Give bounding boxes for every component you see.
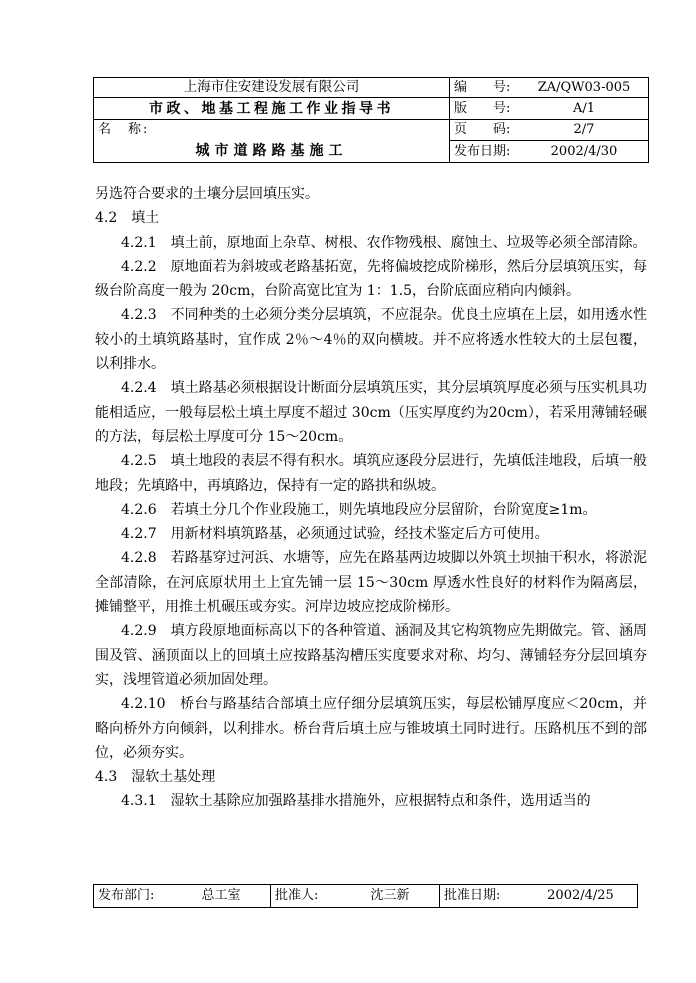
- version-value: A/1: [520, 98, 649, 120]
- company-name: 上海市住安建设发展有限公司: [94, 78, 450, 98]
- dept-value: 总工室: [172, 885, 271, 908]
- publish-date-label: 发布日期:: [450, 141, 521, 163]
- section-heading-4-2: 4.2 填土: [95, 210, 160, 227]
- page-label: 页 码:: [450, 119, 521, 141]
- paragraph-4-2-4: 4.2.4 填土路基必须根据设计断面分层填筑压实，其分层填筑厚度必须与压实机具功能相适应，一般每层松土填土厚度不超过 30cm（压实厚度约为20cm），若采用薄铺轻碾的方法，每层松土厚度可分 15～20cm。: [95, 380, 647, 445]
- document-title: 市政、地基工程施工作业指导书: [94, 98, 450, 120]
- approver-value: 沈三新: [341, 885, 440, 908]
- paragraph-4-2-2: 4.2.2 原地面若为斜坡或老路基拓宽，先将偏坡挖成阶梯形，然后分层填筑压实，每级台阶高度一般为 20cm，台阶高宽比宜为 1：1.5，台阶底面应稍向内倾斜。: [95, 258, 647, 300]
- approver-label: 批准人:: [271, 885, 342, 908]
- approve-date-value: 2002/4/25: [524, 885, 638, 908]
- version-label: 版 号:: [450, 98, 521, 120]
- paragraph-4-2-3: 4.2.3 不同种类的土必须分类分层填筑，不应混杂。优良土应填在上层，如用透水性较小的土填筑路基时，宜作成 2％～4％的双向横坡。并不应将透水性较大的土层包覆，以利排水。: [95, 307, 647, 373]
- name-label: 名 称:: [94, 119, 450, 141]
- paragraph-continuation: 另选符合要求的土壤分层回填压实。: [95, 186, 319, 202]
- paragraph-4-2-7: 4.2.7 用新材料填筑路基，必须通过试验，经技术鉴定后方可使用。: [121, 526, 549, 543]
- paragraph-4-3-1: 4.3.1 湿软土基除应加强路基排水措施外，应根据特点和条件，选用适当的: [121, 793, 591, 810]
- name-value: 城市道路路基施工: [94, 141, 450, 163]
- paragraph-4-2-9: 4.2.9 填方段原地面标高以下的各种管道、涵洞及其它构筑物应先期做完。管、涵周围及管、涵顶面以上的回填土应按路基沟槽压实度要求对称、均匀、薄铺轻夯分层回填夯实，浅埋管道必须加固处理。: [95, 623, 647, 688]
- document-footer-table: [93, 884, 638, 908]
- dept-label: 发布部门:: [94, 885, 173, 908]
- paragraph-4-2-6: 4.2.6 若填土分几个作业段施工，则先填地段应分层留阶，台阶宽度≥1m。: [121, 501, 597, 518]
- page-value: 2/7: [520, 119, 649, 141]
- document-body: [95, 182, 647, 814]
- doc-number-value: ZA/QW03-005: [520, 78, 649, 98]
- section-heading-4-3: 4.3 湿软土基处理: [95, 769, 216, 786]
- publish-date-value: 2002/4/30: [520, 141, 649, 163]
- paragraph-4-2-10: 4.2.10 桥台与路基结合部填土应仔细分层填筑压实，每层松铺厚度应＜20cm，并略向桥外方向倾斜，以利排水。桥台背后填土应与锥坡填土同时进行。压路机压不到的部位，必须夯实。: [95, 696, 647, 761]
- paragraph-4-2-8: 4.2.8 若路基穿过河浜、水塘等，应先在路基两边坡脚以外筑土坝抽干积水，将淤泥全部清除，在河底原状用土上宜先铺一层 15～30cm 厚透水性良好的材料作为隔离层，摊铺整平，用推土机碾压或夯实。河岸边坡应挖成阶梯形。: [95, 550, 647, 616]
- paragraph-4-2-1: 4.2.1 填土前，原地面上杂草、树根、农作物残根、腐蚀土、垃圾等必须全部清除。: [121, 234, 647, 251]
- paragraph-4-2-5: 4.2.5 填土地段的表层不得有积水。填筑应逐段分层进行，先填低洼地段，后填一般地段；先填路中，再填路边，保持有一定的路拱和纵坡。: [95, 453, 647, 494]
- doc-number-label: 编 号:: [450, 78, 521, 98]
- approve-date-label: 批准日期:: [440, 885, 525, 908]
- document-header-table: [93, 77, 649, 163]
